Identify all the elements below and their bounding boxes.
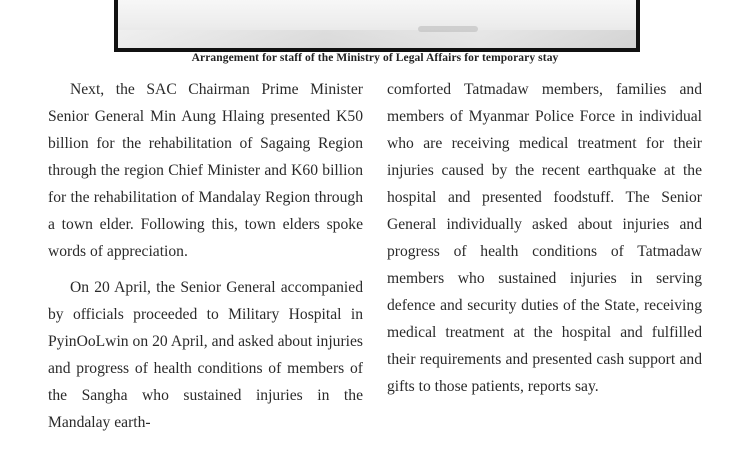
article-photo: [114, 0, 640, 52]
article-paragraph: comforted Tatmadaw members, families and members of Myanmar Police Force in individual who are receiving medical treatment for their injuries caused by the recent earthquake at the hospital and presented foodstuff. The Senior General individually asked about injuries and progress of health conditions of Tatmadaw members who sustained injuries in serving defence and security duties of the State, receiving medical treatment at the hospital and fulfilled their requirements and presented cash support and gifts to those patients, reports say.: [387, 81, 702, 395]
photo-image: [118, 0, 636, 48]
photo-floor-shadow: [118, 30, 636, 48]
article-paragraph: On 20 April, the Senior General accompanied by officials proceeded to Military Hospital in PyinOoLwin on 20 April, and asked about injuries and progress of health conditions of members of the Sangha who sustained injuries in the Mandalay earth-: [48, 279, 363, 431]
photo-detail: [418, 26, 478, 32]
article-paragraph: Next, the SAC Chairman Prime Minister Senior General Min Aung Hlaing presented K50 billion for the rehabilitation of Sagaing Region through the region Chief Minister and K60 billion for the rehabilitation of Mandalay Region through a town elder. Following this, town elders spoke words of appreciation.: [48, 81, 363, 260]
article-right-column: [387, 76, 702, 400]
photo-caption: Arrangement for staff of the Ministry of Legal Affairs for temporary stay: [191, 52, 559, 64]
article-left-column: [48, 76, 363, 436]
